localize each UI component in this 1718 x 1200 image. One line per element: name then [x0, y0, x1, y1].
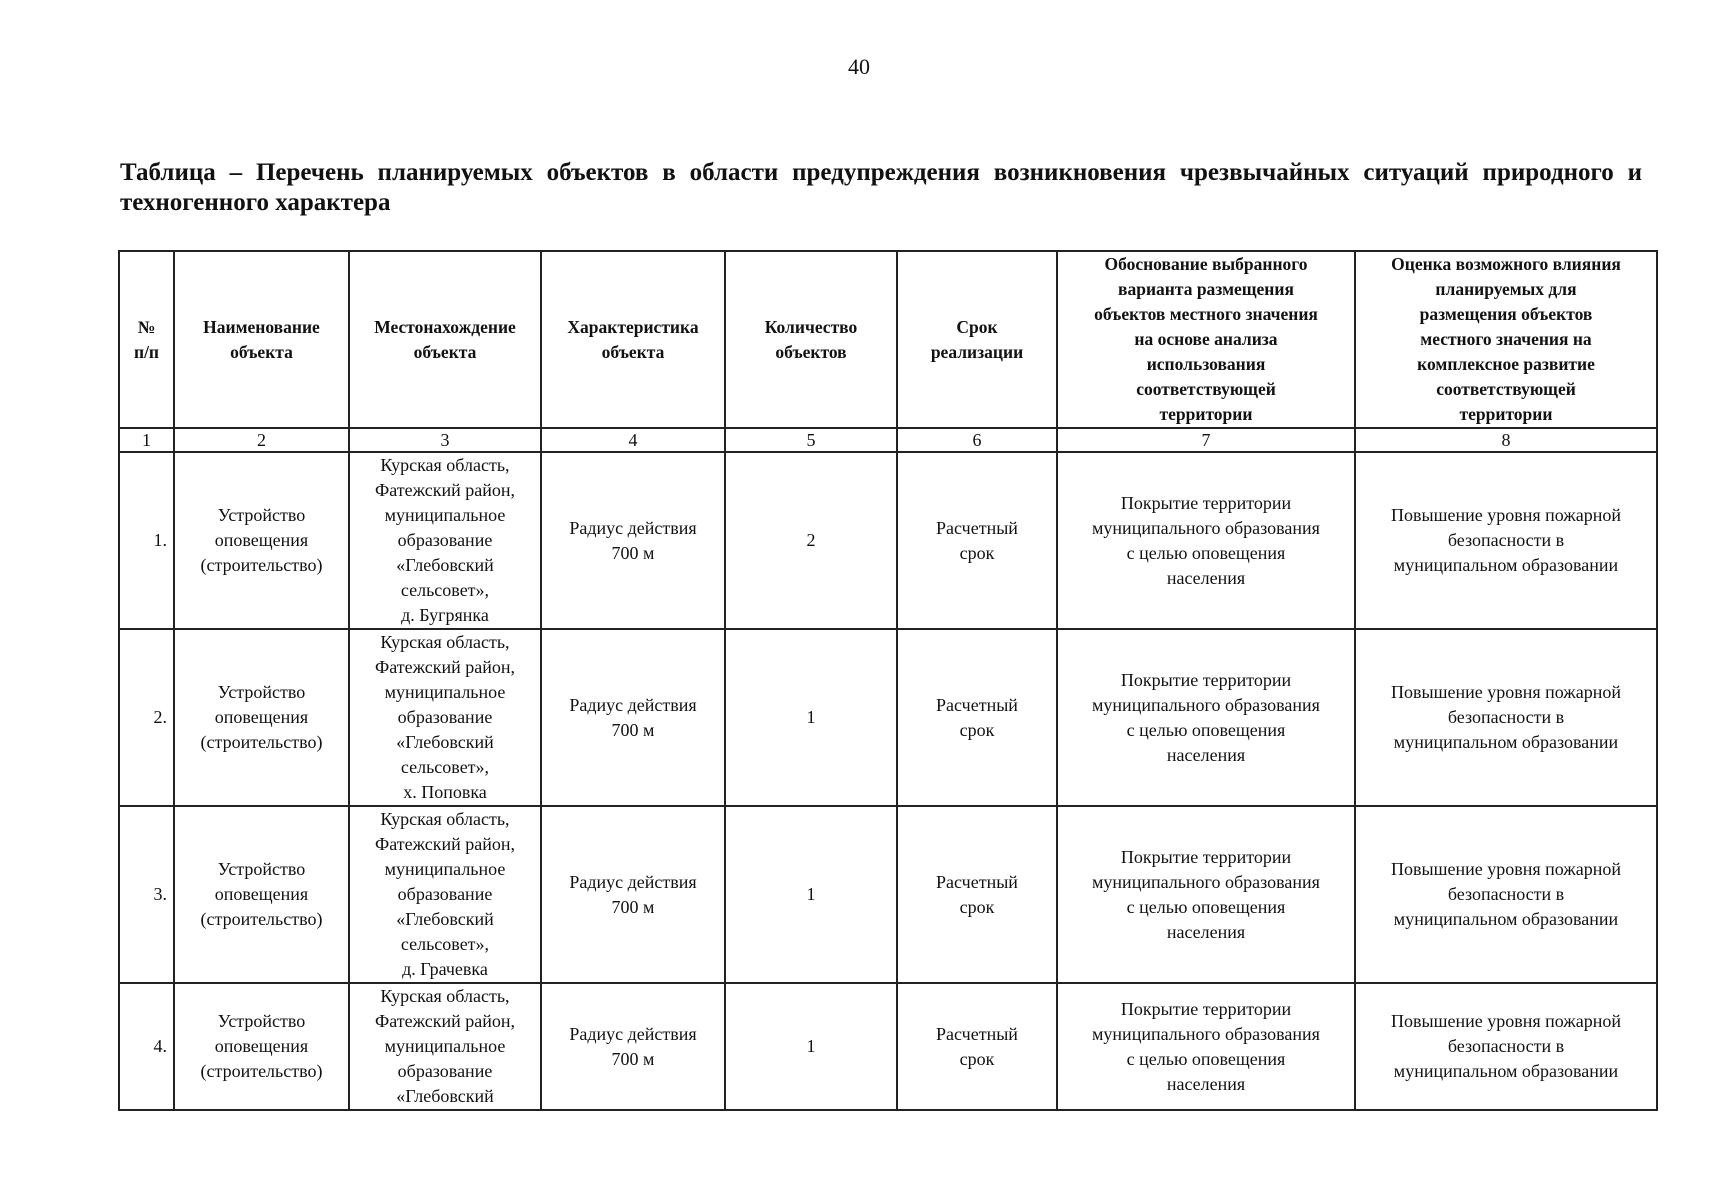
object-name-line: Устройство	[217, 859, 306, 879]
header-impact	[1355, 251, 1657, 428]
placement-justification-line: Покрытие территории	[1120, 998, 1292, 1019]
header-index-line: п/п	[133, 341, 160, 362]
header-name	[174, 251, 349, 428]
table-row	[119, 629, 1657, 806]
placement-justification	[1057, 983, 1355, 1110]
implementation-term	[897, 452, 1057, 629]
object-quantity: 1	[725, 806, 897, 983]
header-impact-line: местного значения на	[1420, 329, 1592, 349]
impact-assessment-line: Повышение уровня пожарной	[1391, 505, 1621, 525]
object-name-line: оповещения	[214, 530, 309, 550]
object-location-line: д. Бугрянка	[401, 605, 489, 625]
placement-justification-line: муниципального образования	[1092, 694, 1320, 715]
placement-justification-line: Покрытие территории	[1120, 492, 1292, 513]
object-location-line: Фатежский район,	[375, 480, 515, 500]
row-index: 4.	[119, 983, 174, 1110]
object-location-line: сельсовет»,	[400, 934, 490, 954]
impact-assessment-line: безопасности в	[1447, 1036, 1565, 1056]
impact-assessment-line: безопасности в	[1447, 707, 1565, 727]
implementation-term-line: срок	[959, 1048, 995, 1069]
column-number: 7	[1057, 428, 1355, 452]
header-impact-line: территории	[1459, 404, 1553, 424]
object-location	[349, 452, 541, 629]
impact-assessment-line: Повышение уровня пожарной	[1391, 682, 1621, 702]
object-quantity: 1	[725, 629, 897, 806]
object-quantity: 1	[725, 983, 897, 1110]
placement-justification-line: населения	[1166, 567, 1246, 588]
object-location-line: муниципальное	[384, 1036, 506, 1056]
object-characteristic-line: Радиус действия	[569, 517, 697, 538]
header-characteristic	[541, 251, 725, 428]
header-justification-line: территории	[1159, 404, 1253, 424]
impact-assessment	[1355, 806, 1657, 983]
implementation-term	[897, 629, 1057, 806]
object-characteristic-line: 700 м	[611, 542, 655, 563]
placement-justification-line: населения	[1166, 921, 1246, 942]
impact-assessment-line: Повышение уровня пожарной	[1391, 1011, 1621, 1031]
column-number: 3	[349, 428, 541, 452]
column-number: 1	[119, 428, 174, 452]
object-name-line: (строительство)	[200, 1061, 323, 1081]
placement-justification-line: населения	[1166, 1073, 1246, 1094]
object-name	[174, 983, 349, 1110]
object-location-line: «Глебовский	[396, 1086, 494, 1106]
object-characteristic	[541, 983, 725, 1110]
row-index: 3.	[119, 806, 174, 983]
placement-justification-line: муниципального образования	[1092, 1023, 1320, 1044]
header-term-line: реализации	[930, 341, 1024, 362]
header-characteristic-line: объекта	[601, 341, 665, 362]
table-title: Таблица – Перечень планируемых объектов в области предупреждения возникновения чрезвычайных ситуаций природного и техногенного характера	[120, 159, 1642, 216]
placement-justification-line: муниципального образования	[1092, 517, 1320, 538]
placement-justification	[1057, 452, 1355, 629]
page-number: 40	[848, 54, 870, 79]
placement-justification-line: с целью оповещения	[1126, 896, 1286, 917]
impact-assessment-line: муниципальном образовании	[1393, 1061, 1619, 1081]
header-index	[119, 251, 174, 428]
implementation-term	[897, 983, 1057, 1110]
object-location-line: Курская область,	[380, 455, 510, 475]
placement-justification	[1057, 806, 1355, 983]
placement-justification-line: с целью оповещения	[1126, 542, 1286, 563]
header-location-line: Местонахождение	[374, 316, 516, 337]
header-justification-line: на основе анализа	[1134, 329, 1278, 349]
object-location-line: образование	[397, 1061, 493, 1081]
object-location-line: Фатежский район,	[375, 1011, 515, 1031]
object-name-line: оповещения	[214, 707, 309, 727]
object-location-line: Фатежский район,	[375, 657, 515, 677]
object-name	[174, 452, 349, 629]
implementation-term-line: срок	[959, 719, 995, 740]
placement-justification-line: Покрытие территории	[1120, 846, 1292, 867]
table-row	[119, 983, 1657, 1110]
header-quantity-line: объектов	[775, 341, 847, 362]
object-name	[174, 629, 349, 806]
object-location-line: «Глебовский	[396, 555, 494, 575]
object-location-line: д. Грачевка	[402, 959, 488, 979]
object-name-line: (строительство)	[200, 909, 323, 929]
header-justification-line: варианта размещения	[1118, 279, 1294, 299]
header-impact-line: планируемых для	[1435, 279, 1577, 299]
impact-assessment-line: безопасности в	[1447, 884, 1565, 904]
impact-assessment	[1355, 452, 1657, 629]
column-number: 4	[541, 428, 725, 452]
implementation-term	[897, 806, 1057, 983]
object-characteristic-line: Радиус действия	[569, 694, 697, 715]
object-characteristic-line: 700 м	[611, 719, 655, 740]
header-name-line: Наименование	[203, 316, 320, 337]
header-impact-line: размещения объектов	[1419, 304, 1593, 324]
placement-justification	[1057, 629, 1355, 806]
object-name-line: (строительство)	[200, 555, 323, 575]
header-characteristic-line: Характеристика	[567, 316, 699, 337]
impact-assessment-line: муниципальном образовании	[1393, 909, 1619, 929]
placement-justification-line: муниципального образования	[1092, 871, 1320, 892]
object-location	[349, 983, 541, 1110]
column-number-row	[119, 428, 1657, 452]
object-name	[174, 806, 349, 983]
table-row	[119, 806, 1657, 983]
header-name-line: объекта	[230, 341, 293, 362]
placement-justification-line: населения	[1166, 744, 1246, 765]
header-location	[349, 251, 541, 428]
implementation-term-line: Расчетный	[936, 517, 1018, 538]
column-number: 5	[725, 428, 897, 452]
header-location-line: объекта	[413, 341, 477, 362]
header-justification	[1057, 251, 1355, 428]
object-location-line: сельсовет»,	[400, 757, 490, 777]
object-location	[349, 629, 541, 806]
header-quantity	[725, 251, 897, 428]
object-location-line: Курская область,	[380, 632, 510, 652]
implementation-term-line: Расчетный	[936, 871, 1018, 892]
object-location-line: муниципальное	[384, 505, 506, 525]
object-quantity: 2	[725, 452, 897, 629]
object-location-line: Курская область,	[380, 809, 510, 829]
object-characteristic	[541, 452, 725, 629]
header-index-line: №	[137, 316, 156, 337]
object-name-line: (строительство)	[200, 732, 323, 752]
object-location-line: Фатежский район,	[375, 834, 515, 854]
object-location-line: сельсовет»,	[400, 580, 490, 600]
object-characteristic	[541, 806, 725, 983]
header-quantity-line: Количество	[764, 316, 858, 337]
placement-justification-line: с целью оповещения	[1126, 1048, 1286, 1069]
column-number: 8	[1355, 428, 1657, 452]
object-location-line: муниципальное	[384, 859, 506, 879]
impact-assessment	[1355, 983, 1657, 1110]
row-index: 2.	[119, 629, 174, 806]
object-characteristic-line: 700 м	[611, 896, 655, 917]
header-justification-line: объектов местного значения	[1094, 304, 1318, 324]
object-location-line: «Глебовский	[396, 732, 494, 752]
object-location-line: образование	[397, 884, 493, 904]
objects-table	[118, 250, 1658, 1111]
implementation-term-line: Расчетный	[936, 694, 1018, 715]
object-name-line: оповещения	[214, 884, 309, 904]
object-location-line: образование	[397, 530, 493, 550]
header-row	[119, 251, 1657, 428]
object-characteristic-line: Радиус действия	[569, 871, 697, 892]
implementation-term-line: срок	[959, 896, 995, 917]
implementation-term-line: срок	[959, 542, 995, 563]
object-name-line: Устройство	[217, 1011, 306, 1031]
table-row	[119, 452, 1657, 629]
header-impact-line: соответствующей	[1436, 379, 1576, 399]
impact-assessment-line: Повышение уровня пожарной	[1391, 859, 1621, 879]
object-characteristic-line: 700 м	[611, 1048, 655, 1069]
object-characteristic-line: Радиус действия	[569, 1023, 697, 1044]
placement-justification-line: с целью оповещения	[1126, 719, 1286, 740]
impact-assessment-line: муниципальном образовании	[1393, 732, 1619, 752]
header-impact-line: комплексное развитие	[1417, 354, 1595, 374]
object-location-line: образование	[397, 707, 493, 727]
column-number: 6	[897, 428, 1057, 452]
header-impact-line: Оценка возможного влияния	[1391, 254, 1621, 274]
object-location-line: муниципальное	[384, 682, 506, 702]
object-location-line: х. Поповка	[403, 782, 487, 802]
placement-justification-line: Покрытие территории	[1120, 669, 1292, 690]
object-name-line: Устройство	[217, 682, 306, 702]
impact-assessment-line: безопасности в	[1447, 530, 1565, 550]
impact-assessment	[1355, 629, 1657, 806]
header-justification-line: использования	[1146, 354, 1266, 374]
header-justification-line: Обоснование выбранного	[1104, 254, 1308, 274]
object-name-line: оповещения	[214, 1036, 309, 1056]
row-index: 1.	[119, 452, 174, 629]
object-location-line: «Глебовский	[396, 909, 494, 929]
object-location-line: Курская область,	[380, 986, 510, 1006]
table-body	[119, 452, 1657, 1110]
header-justification-line: соответствующей	[1136, 379, 1276, 399]
implementation-term-line: Расчетный	[936, 1023, 1018, 1044]
header-term	[897, 251, 1057, 428]
impact-assessment-line: муниципальном образовании	[1393, 555, 1619, 575]
object-location	[349, 806, 541, 983]
object-characteristic	[541, 629, 725, 806]
header-term-line: Срок	[956, 316, 998, 337]
column-number: 2	[174, 428, 349, 452]
object-name-line: Устройство	[217, 505, 306, 525]
